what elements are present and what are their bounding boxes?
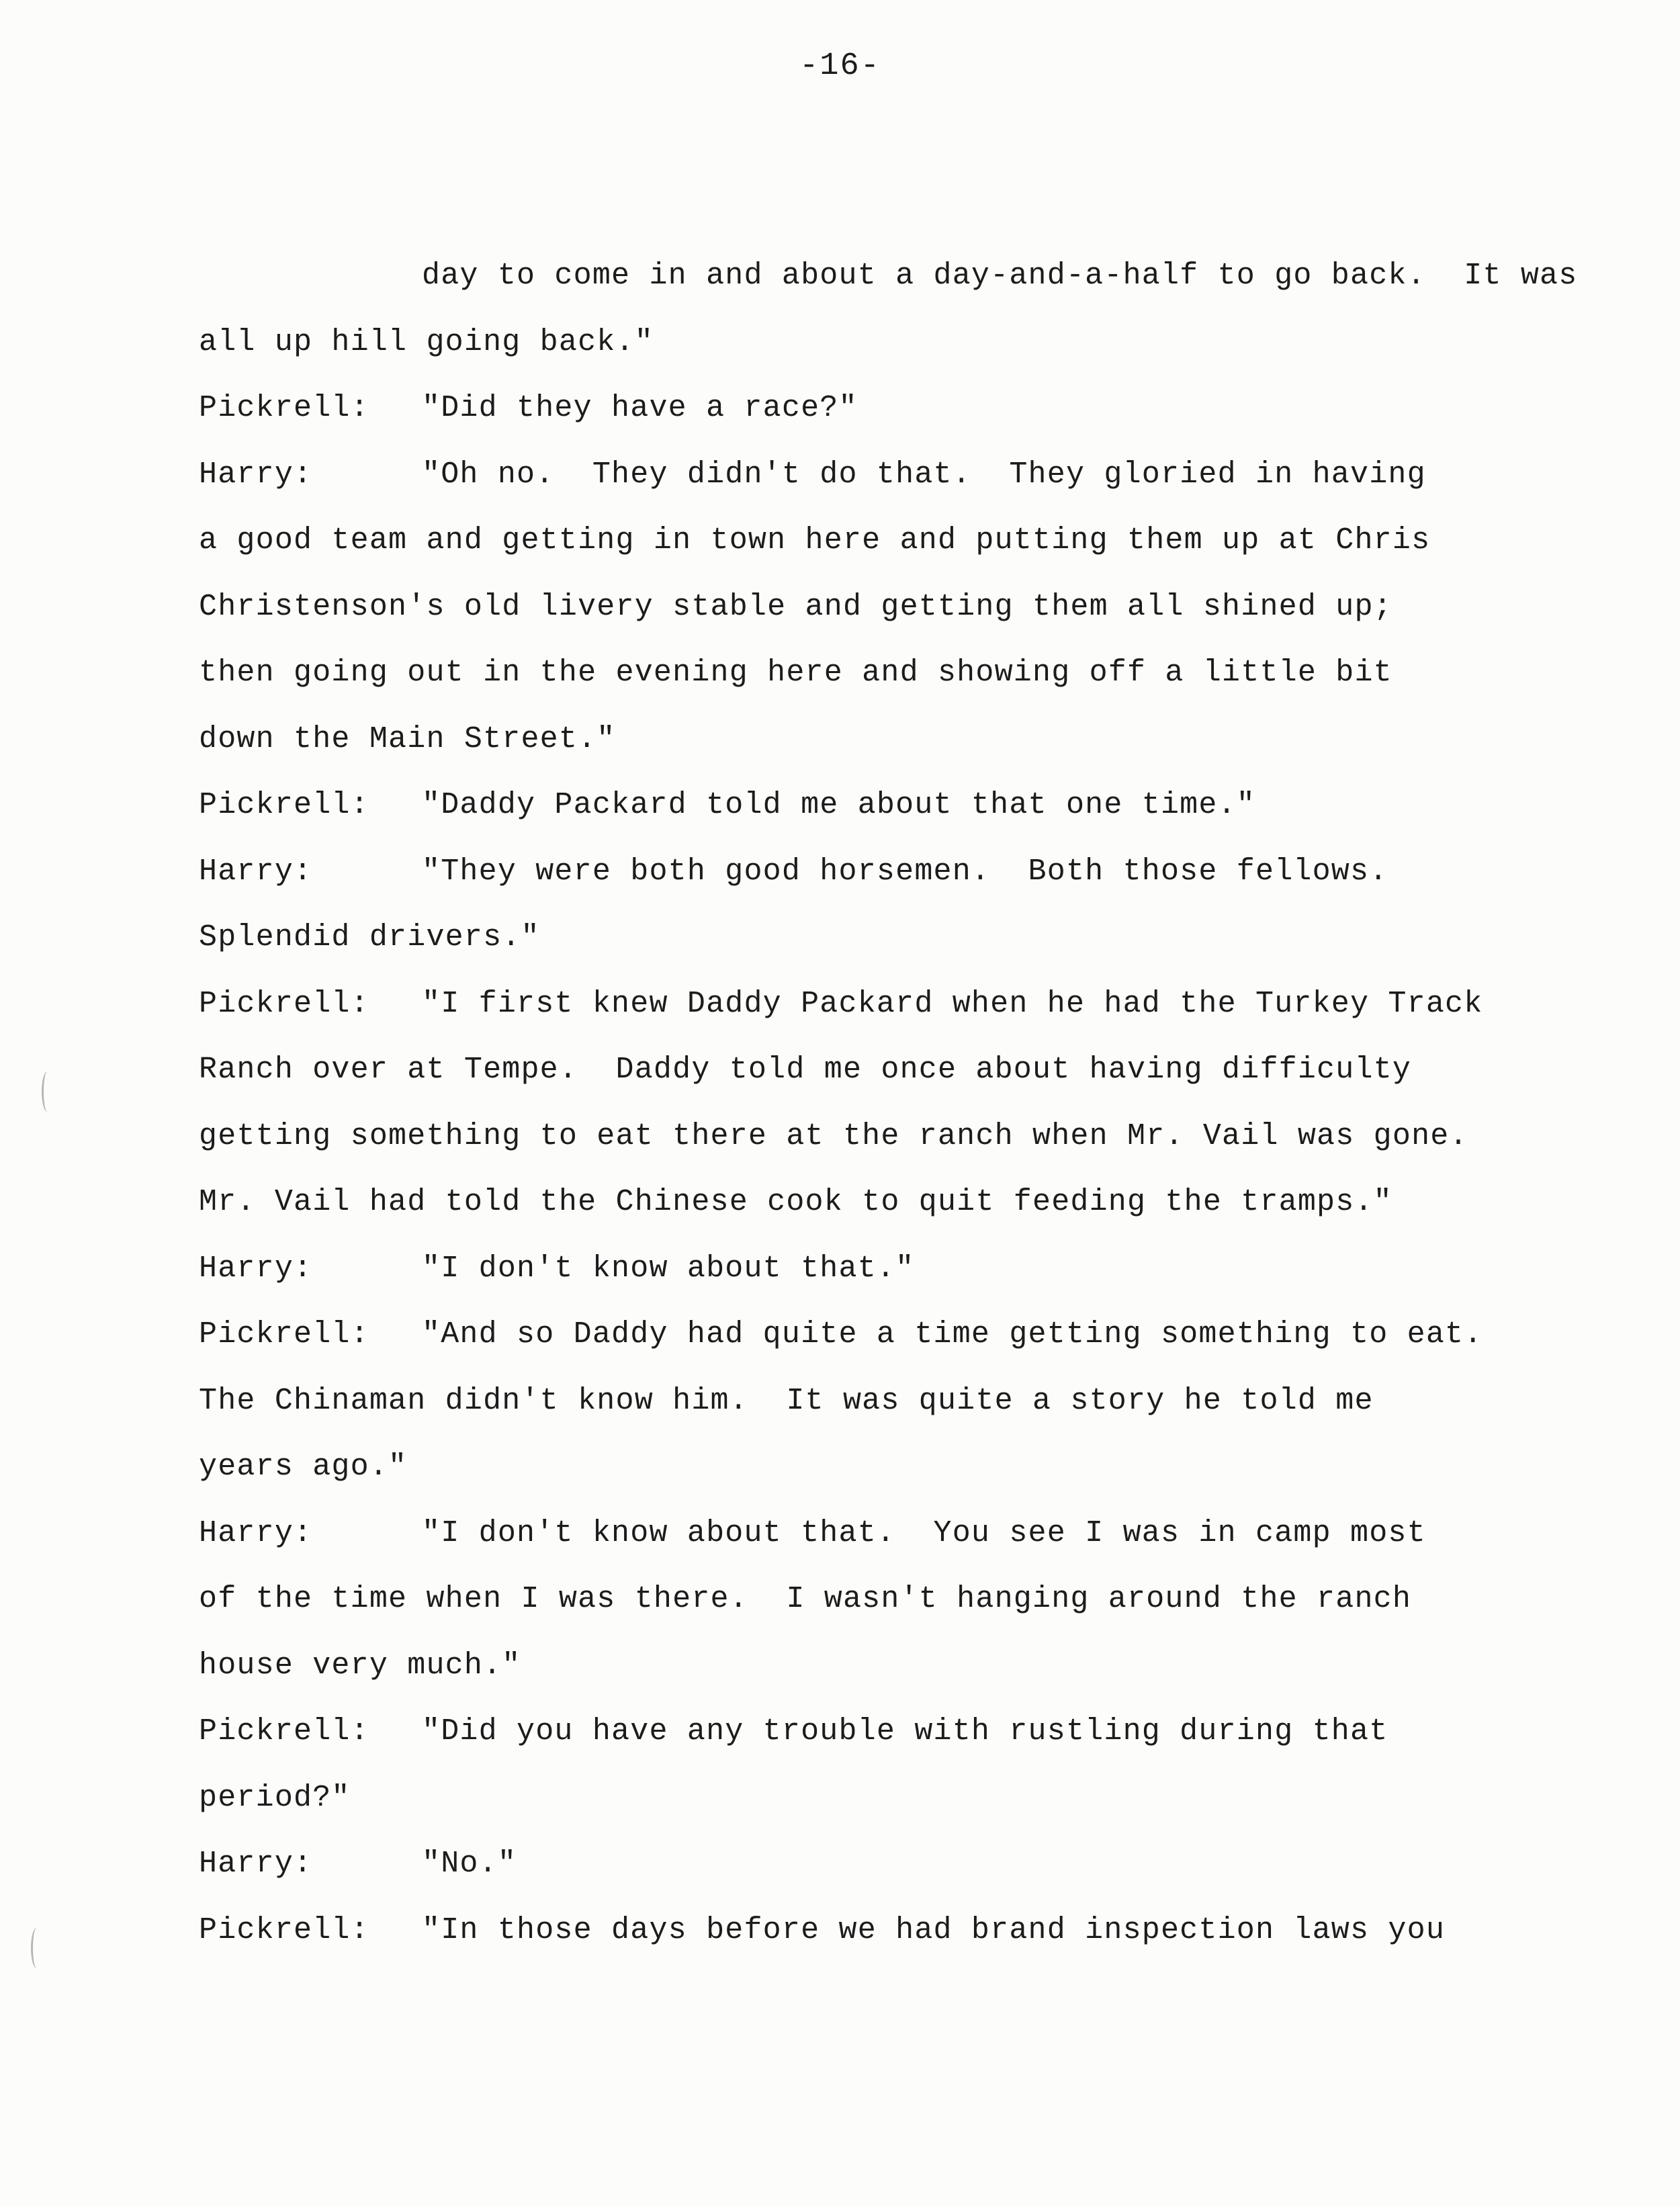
speaker-label: Harry:: [199, 1251, 313, 1286]
line-text: "I don't know about that.": [422, 1251, 915, 1286]
line-text: The Chinaman didn't know him. It was quite a story he told me: [199, 1383, 1374, 1418]
text-line: [199, 574, 1562, 641]
text-line: [199, 1831, 1562, 1898]
text-line: [199, 1434, 1562, 1501]
line-text: Christenson's old livery stable and getting them all shined up;: [199, 589, 1392, 624]
text-line: [199, 1699, 1562, 1765]
text-line: [199, 1170, 1562, 1236]
line-text: all up hill going back.": [199, 324, 654, 359]
speaker-label: Pickrell:: [199, 1912, 369, 1947]
speaker-label: Harry:: [199, 1515, 313, 1550]
line-text: "I first knew Daddy Packard when he had the Turkey Track: [422, 986, 1483, 1021]
line-text: a good team and getting in town here and putting them up at Chris: [199, 523, 1431, 558]
text-line: [199, 243, 1578, 310]
line-text: "Daddy Packard told me about that one time.": [422, 788, 1255, 822]
text-line: [199, 839, 1562, 906]
text-line: [199, 1368, 1562, 1435]
speaker-label: Pickrell:: [199, 1317, 369, 1352]
text-line: [199, 1037, 1562, 1104]
text-line: [199, 1236, 1562, 1303]
line-text: years ago.": [199, 1450, 408, 1484]
line-text: down the Main Street.": [199, 721, 616, 756]
speaker-label: Pickrell:: [199, 986, 369, 1021]
text-line: [199, 1765, 1562, 1832]
text-line: [199, 376, 1562, 442]
line-text: "In those days before we had brand inspection laws you: [422, 1912, 1446, 1947]
text-line: [199, 905, 1562, 971]
text-line: [199, 640, 1562, 707]
line-text: "They were both good horsemen. Both those fellows.: [422, 854, 1388, 889]
text-line: [199, 1302, 1562, 1368]
margin-mark: [31, 1928, 42, 1968]
speaker-label: Pickrell:: [199, 391, 369, 425]
text-line: [199, 442, 1562, 509]
line-text: Splendid drivers.": [199, 920, 540, 955]
margin-mark: [42, 1071, 53, 1112]
line-text: "No.": [422, 1847, 517, 1881]
speaker-label: Harry:: [199, 457, 313, 492]
line-text: Ranch over at Tempe. Daddy told me once about having difficulty: [199, 1053, 1412, 1087]
text-line: [199, 707, 1562, 773]
transcript-body: [199, 243, 1578, 1964]
text-line: [199, 1633, 1562, 1700]
text-line: [199, 1898, 1562, 1964]
line-text: "Did they have a race?": [422, 391, 858, 425]
speaker-label: Pickrell:: [199, 788, 369, 822]
line-text: "And so Daddy had quite a time getting something to eat.: [422, 1317, 1483, 1352]
text-line: [199, 1104, 1562, 1170]
speaker-label: Pickrell:: [199, 1714, 369, 1749]
speaker-label: Harry:: [199, 1847, 313, 1881]
line-text: "Oh no. They didn't do that. They gloried in having: [422, 457, 1426, 492]
speaker-label: Harry:: [199, 854, 313, 889]
line-text: "I don't know about that. You see I was in camp most: [422, 1515, 1426, 1550]
line-text: "Did you have any trouble with rustling during that: [422, 1714, 1388, 1749]
line-text: Mr. Vail had told the Chinese cook to quit feeding the tramps.": [199, 1185, 1392, 1219]
text-line: [199, 971, 1562, 1038]
text-line: [199, 773, 1562, 839]
line-text: period?": [199, 1780, 351, 1815]
text-line: [199, 508, 1562, 574]
line-text: of the time when I was there. I wasn't hanging around the ranch: [199, 1582, 1412, 1616]
text-line: [199, 1501, 1562, 1567]
text-line: [199, 310, 1562, 376]
text-line: [199, 1567, 1562, 1633]
line-text: getting something to eat there at the ranch when Mr. Vail was gone.: [199, 1118, 1468, 1153]
line-text: then going out in the evening here and showing off a little bit: [199, 656, 1392, 690]
line-text: house very much.": [199, 1648, 521, 1683]
page-number: -16-: [799, 48, 881, 84]
line-text: day to come in and about a day-and-a-half to go back. It was: [422, 259, 1578, 293]
